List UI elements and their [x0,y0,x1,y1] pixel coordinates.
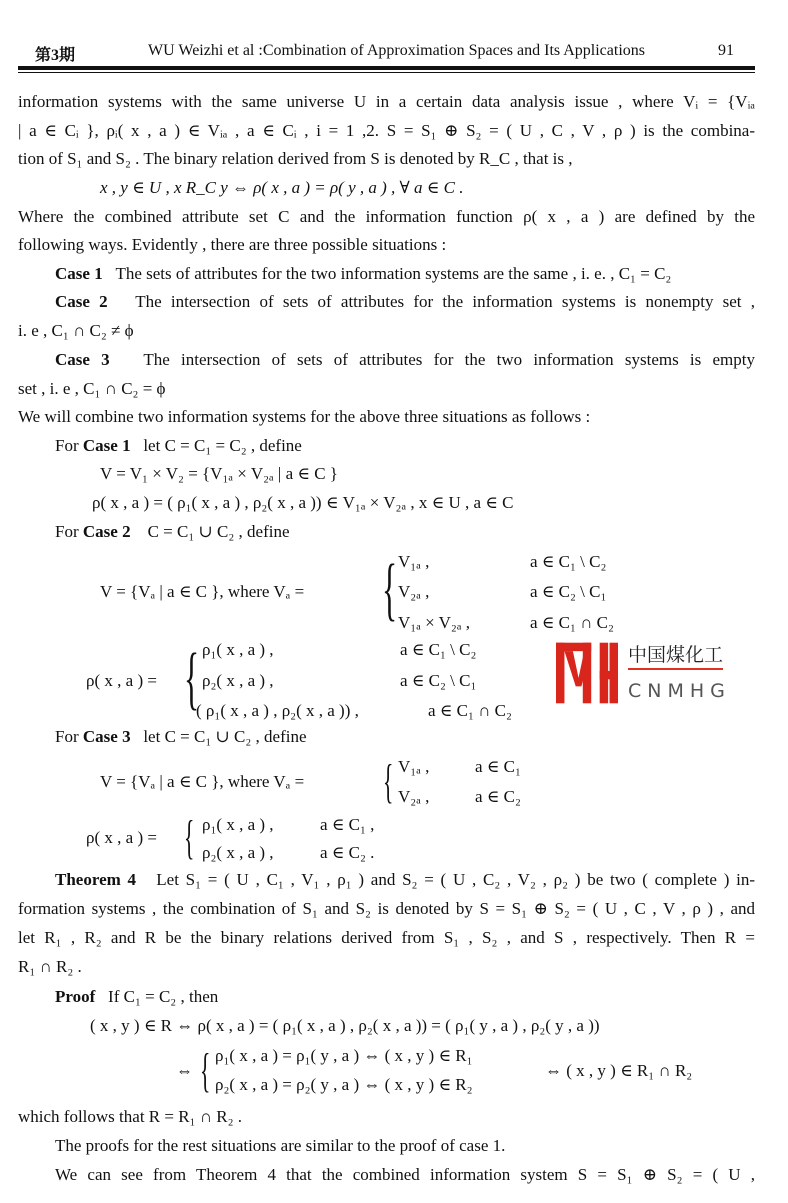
text-line: information systems with the same universe U in a certain data analysis issue , where Vᵢ = {Vᵢₐ [18,92,755,111]
case-condition: a ∈ C₁ , [320,815,375,834]
proof-text: If C₁ = C₂ , then [108,987,219,1006]
case-value: ( ρ₁( x , a ) , ρ₂( x , a )) , [196,701,359,720]
case-condition: a ∈ C₁ \ C₂ [400,640,477,659]
proof-label: Proof [55,987,96,1006]
case-text: The intersection of sets of attributes for the information systems is nonempty set , [135,292,755,311]
case-label: Case 2 [82,522,131,541]
text-line: i. e , C₁ ∩ C₂ ≠ ϕ [18,321,134,340]
brace: { [382,551,398,628]
equation: V = V₁ × V₂ = {V₁ₐ × V₂ₐ | a ∈ C } [100,464,338,483]
case-text: The intersection of sets of attributes for the two information systems is empty [143,350,755,369]
text-line: set , i. e , C₁ ∩ C₂ = ϕ [18,379,166,398]
header-rule [18,66,755,70]
case-value: ρ₂( x , a ) , [202,671,274,690]
def-text: C = C₁ ∪ C₂ , define [147,522,290,541]
case-line: ρ₂( x , a ) = ρ₂( y , a ) ⇔ ( x , y ) ∈ R₂ [215,1075,473,1094]
case-3 [55,350,755,370]
page-number: 91 [718,42,734,59]
def-text: let C = C₁ ∪ C₂ , define [143,727,307,746]
case-1-def [55,436,302,456]
watermark-text-en: CNMHG [628,680,731,702]
brace: { [383,755,394,808]
equation: ⇔ ( x , y ) ∈ R₁ ∩ R₂ [545,1061,693,1080]
text-line: which follows that R = R₁ ∩ R₂ . [18,1107,243,1126]
equation: ( x , y ) ∈ R ⇔ ρ( x , a ) = ( ρ₁( x , a ) , ρ₂( x , a )) = ( ρ₁( y , a ) , ρ₂( y , a )) [90,1016,600,1035]
case-condition: a ∈ C₁ \ C₂ [530,552,607,571]
brace: { [200,1044,211,1097]
brace: { [184,640,200,717]
def-text: let C = C₁ = C₂ , define [143,436,302,455]
for-label: For [55,727,79,746]
brace: { [184,811,195,864]
case-value: V₁ₐ , [398,757,430,776]
text-line: We can see from Theorem 4 that the combined information system S = S₁ ⊕ S₂ = ( U , [55,1165,755,1184]
case-value: V₂ₐ , [398,787,430,806]
text-line: The proofs for the rest situations are similar to the proof of case 1. [55,1136,506,1155]
equation-lhs: V = {Vₐ | a ∈ C }, where Vₐ = [100,772,305,791]
issue-label: 第3期 [35,47,76,64]
theorem-4 [55,870,755,890]
text-line: We will combine two information systems for the above three situations as follows : [18,407,591,426]
iff-symbol: ⇔ [176,1061,193,1080]
case-condition: a ∈ C₁ ∩ C₂ [530,613,614,632]
text-line: let R₁ , R₂ and R be the binary relations derived from S₁ , S₂ , and S , respectively. Then R = [18,928,755,947]
case-text: The sets of attributes for the two information systems are the same , i. e. , C₁ = C₂ [115,264,672,283]
case-2-def [55,522,290,542]
case-value: ρ₂( x , a ) , [202,843,274,862]
case-label: Case 1 [55,264,103,283]
case-value: V₁ₐ × V₂ₐ , [398,613,470,632]
case-condition: a ∈ C₂ . [320,843,375,862]
case-condition: a ∈ C₂ [475,787,521,806]
header-rule-thin [18,72,755,73]
equation: x , y ∈ U , x R_C y ⇔ ρ( x , a ) = ρ( y , a ) , ∀ a ∈ C . [100,178,464,197]
case-1 [55,264,671,284]
case-label: Case 2 [55,292,108,311]
case-value: V₁ₐ , [398,552,430,571]
case-condition: a ∈ C₂ \ C₁ [400,671,477,690]
equation-lhs: ρ( x , a ) = [86,671,157,690]
equation-lhs: V = {Vₐ | a ∈ C }, where Vₐ = [100,582,305,601]
case-value: ρ₁( x , a ) , [202,640,274,659]
text-line: following ways. Evidently , there are three possible situations : [18,235,447,254]
case-label: Case 3 [55,350,110,369]
case-label: Case 3 [82,727,131,746]
case-2 [55,292,755,312]
case-value: ρ₁( x , a ) , [202,815,274,834]
watermark-text-cn: 中国煤化工 [628,644,723,670]
watermark-logo [556,642,618,704]
theorem-text: Let S₁ = ( U , C₁ , V₁ , ρ₁ ) and S₂ = ( U , C₂ , V₂ , ρ₂ ) be two ( complete ) in- [156,870,755,889]
text-line: | a ∈ Cᵢ }, ρᵢ( x , a ) ∈ Vᵢₐ , a ∈ Cᵢ , i = 1 ,2. S = S₁ ⊕ S₂ = ( U , C , V , ρ ) is the combina- [18,121,755,140]
case-condition: a ∈ C₁ [475,757,521,776]
equation: ρ( x , a ) = ( ρ₁( x , a ) , ρ₂( x , a )) ∈ V₁ₐ × V₂ₐ , x ∈ U , a ∈ C [92,493,514,512]
case-condition: a ∈ C₁ ∩ C₂ [428,701,512,720]
running-title: WU Weizhi et al :Combination of Approximation Spaces and Its Applications [148,42,645,59]
case-3-def [55,727,307,747]
theorem-label: Theorem 4 [55,870,137,889]
case-label: Case 1 [82,436,131,455]
text-line: R₁ ∩ R₂ . [18,957,82,976]
text-line: formation systems , the combination of S₁ and S₂ is denoted by S = S₁ ⊕ S₂ = ( U , C , V , ρ ) , and [18,899,755,918]
for-label: For [55,522,79,541]
text-line: tion of S₁ and S₂ . The binary relation derived from S is denoted by R_C , that is , [18,149,573,168]
equation-lhs: ρ( x , a ) = [86,828,157,847]
for-label: For [55,436,79,455]
proof [55,987,218,1007]
case-value: V₂ₐ , [398,582,430,601]
case-condition: a ∈ C₂ \ C₁ [530,582,607,601]
text-line: Where the combined attribute set C and the information function ρ( x , a ) are defined by the [18,207,755,226]
case-line: ρ₁( x , a ) = ρ₁( y , a ) ⇔ ( x , y ) ∈ R₁ [215,1046,473,1065]
